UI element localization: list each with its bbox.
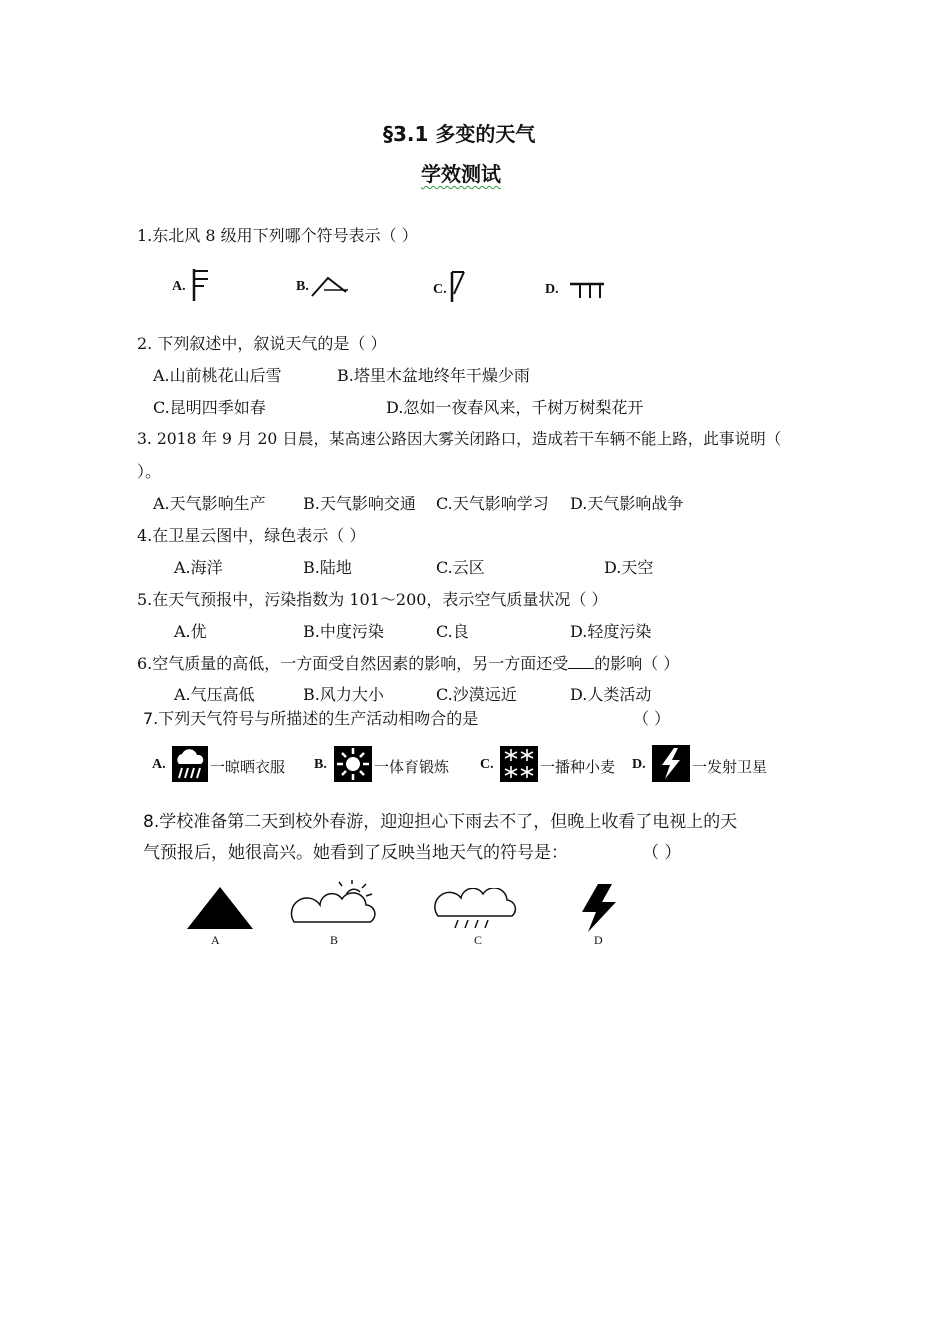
page-title: §3.1 多变的天气 (383, 122, 536, 146)
q8-caption-b: B (330, 933, 339, 947)
lightning-symbol-icon (578, 882, 622, 934)
q3-option-b: B.天气影响交通 (303, 494, 416, 513)
q7-desc-c: 一播种小麦 (540, 758, 616, 776)
q6-option-d: D.人类活动 (570, 685, 652, 704)
q2-option-d: D.忽如一夜春风来，千树万树梨花开 (386, 398, 644, 417)
sun-icon (334, 746, 372, 782)
wind-symbol-d-icon (568, 280, 608, 302)
q5-option-b: B.中度污染 (303, 622, 384, 641)
q1-label-b: B. (296, 279, 309, 294)
triangle-symbol-icon (185, 885, 255, 931)
q7-label-b: B. (314, 757, 327, 772)
q8-caption-c: C (474, 933, 483, 947)
q5-option-d: D.轻度污染 (570, 622, 652, 641)
q3-option-a: A.天气影响生产 (153, 494, 266, 513)
q3-option-d: D.天气影响战争 (570, 494, 684, 513)
wind-symbol-c-icon (446, 268, 468, 304)
q3-option-c: C.天气影响学习 (436, 494, 549, 513)
q7-paren: （ ） (633, 709, 671, 728)
q6-text-before: 6.空气质量的高低，一方面受自然因素的影响，另一方面还受 (137, 654, 569, 673)
q7-desc-d: 一发射卫星 (692, 758, 768, 776)
rain-symbol-icon (432, 888, 524, 932)
q2-option-b: B.塔里木盆地终年干燥少雨 (337, 366, 530, 385)
q4-option-a: A.海洋 (174, 558, 223, 577)
q5-option-a: A.优 (174, 622, 207, 641)
wind-symbol-b-icon (310, 272, 350, 300)
rain-cloud-icon (172, 746, 208, 782)
page-subtitle: 学效测试 (421, 162, 501, 186)
q1-text: 1.东北风 8 级用下列哪个符号表示（ ） (137, 226, 418, 245)
q3-text-line1: 3. 2018 年 9 月 20 日晨，某高速公路因大雾关闭路口，造成若干车辆不能上路，此事说明（ (137, 430, 782, 448)
q6-text-after: 的影响（ ） (594, 654, 680, 673)
q5-option-c: C.良 (436, 622, 469, 641)
q1-label-a: A. (172, 279, 186, 294)
q8-text-line2: 气预报后，她很高兴。她看到了反映当地天气的符号是： (143, 843, 568, 863)
q5-text: 5.在天气预报中，污染指数为 101～200，表示空气质量状况（ ） (137, 590, 608, 609)
lightning-icon (652, 745, 690, 782)
q2-option-a: A.山前桃花山后雪 (153, 366, 282, 385)
q4-text: 4.在卫星云图中，绿色表示（ ） (137, 526, 366, 545)
q6-option-b: B.风力大小 (303, 685, 384, 704)
q8-paren: （ ） (642, 843, 682, 863)
q7-desc-a: 一晾晒衣服 (210, 758, 286, 776)
q4-option-b: B.陆地 (303, 558, 352, 577)
q6-option-c: C.沙漠远近 (436, 685, 517, 704)
q1-label-c: C. (433, 282, 447, 297)
q2-option-c: C.昆明四季如春 (153, 398, 266, 417)
q3-text-line2: ）。 (137, 462, 162, 481)
q8-text-line1: 8.学校准备第二天到校外春游，迎迎担心下雨去不了，但晚上收看了电视上的天 (143, 812, 738, 832)
q6-blank (568, 654, 594, 669)
q8-caption-d: D (594, 933, 603, 947)
q8-caption-a: A (211, 933, 220, 947)
q7-label-c: C. (480, 757, 494, 772)
snowflake-icon (500, 746, 538, 782)
partly-cloudy-icon (288, 880, 383, 930)
q4-option-c: C.云区 (436, 558, 485, 577)
q7-desc-b: 一体育锻炼 (374, 758, 450, 776)
q2-text: 2. 下列叙述中，叙说天气的是（ ） (137, 334, 387, 353)
q7-label-d: D. (632, 757, 646, 772)
q4-option-d: D.天空 (604, 558, 654, 577)
q1-label-d: D. (545, 282, 559, 297)
q7-text: 7.下列天气符号与所描述的生产活动相吻合的是 (143, 709, 479, 728)
q6-text (137, 651, 679, 674)
wind-symbol-a-icon (190, 267, 212, 303)
q7-label-a: A. (152, 757, 166, 772)
q6-option-a: A.气压高低 (174, 685, 255, 704)
